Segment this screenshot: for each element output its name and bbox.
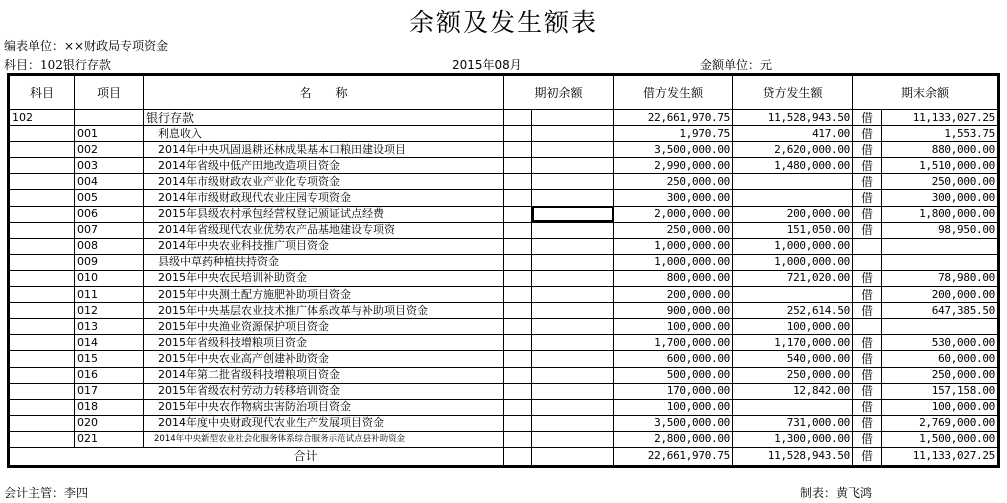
- cell-name[interactable]: 2015年中央基层农业技术推广体系改革与补助项目资金: [144, 303, 504, 319]
- cell-item[interactable]: 014: [75, 335, 144, 351]
- cell-opening[interactable]: [532, 206, 614, 222]
- cell-subject[interactable]: [9, 431, 75, 447]
- cell-item[interactable]: 017: [75, 383, 144, 399]
- cell-opening-dir[interactable]: [504, 319, 532, 335]
- header-debit: 借方发生额: [614, 75, 733, 110]
- cell-closing[interactable]: 880,000.00: [882, 142, 999, 158]
- cell-closing-dir[interactable]: [853, 319, 882, 335]
- cell-credit[interactable]: 1,300,000.00: [733, 431, 853, 447]
- cell-name[interactable]: 2014年市级财政现代农业庄园专项资金: [144, 190, 504, 206]
- supervisor-label: 会计主管：李四: [4, 486, 89, 500]
- cell-credit[interactable]: 731,000.00: [733, 415, 853, 431]
- total-debit[interactable]: 22,661,970.75: [614, 447, 733, 466]
- table-row: [9, 415, 999, 431]
- cell-closing[interactable]: 250,000.00: [882, 367, 999, 383]
- cell-subject[interactable]: [9, 206, 75, 222]
- cell-item[interactable]: 009: [75, 254, 144, 270]
- table-row: [9, 254, 999, 270]
- cell-opening[interactable]: [532, 303, 614, 319]
- cell-subject[interactable]: [9, 303, 75, 319]
- cell-closing-dir[interactable]: 借: [853, 142, 882, 158]
- cell-debit[interactable]: 1,970.75: [614, 126, 733, 142]
- cell-closing[interactable]: 78,980.00: [882, 270, 999, 286]
- unit-label: 编表单位：××财政局专项资金: [4, 39, 169, 53]
- cell-opening-dir[interactable]: [504, 367, 532, 383]
- cell-opening[interactable]: [532, 287, 614, 303]
- cell-closing-dir[interactable]: 借: [853, 335, 882, 351]
- cell-item[interactable]: 013: [75, 319, 144, 335]
- balance-table: [7, 73, 1000, 468]
- cell-subject[interactable]: [9, 174, 75, 190]
- cell-opening-dir[interactable]: [504, 399, 532, 415]
- header-opening: 期初余额: [504, 75, 614, 110]
- cell-debit[interactable]: 1,700,000.00: [614, 335, 733, 351]
- cell-opening[interactable]: [532, 367, 614, 383]
- cell-subject[interactable]: [9, 222, 75, 238]
- cell-closing[interactable]: 11,133,027.25: [882, 110, 999, 126]
- cell-name[interactable]: 2015年省级农村劳动力转移培训资金: [144, 383, 504, 399]
- table-row: [9, 367, 999, 383]
- cell-name[interactable]: 2014年市级财政农业产业化专项资金: [144, 174, 504, 190]
- table-row: [9, 303, 999, 319]
- cell-subject[interactable]: [9, 383, 75, 399]
- cell-opening-dir[interactable]: [504, 383, 532, 399]
- cell-credit[interactable]: 1,000,000.00: [733, 254, 853, 270]
- cell-opening[interactable]: [532, 174, 614, 190]
- cell-opening[interactable]: [532, 270, 614, 286]
- total-label: 合计: [9, 447, 504, 466]
- cell-item[interactable]: 020: [75, 415, 144, 431]
- cell-item[interactable]: 005: [75, 190, 144, 206]
- cell-closing[interactable]: 200,000.00: [882, 287, 999, 303]
- cell-debit[interactable]: 600,000.00: [614, 351, 733, 367]
- cell-debit[interactable]: 300,000.00: [614, 190, 733, 206]
- cell-closing-dir[interactable]: 借: [853, 351, 882, 367]
- cell-debit[interactable]: 100,000.00: [614, 399, 733, 415]
- cell-closing-dir[interactable]: 借: [853, 190, 882, 206]
- cell-closing-dir[interactable]: 借: [853, 431, 882, 447]
- cell-subject[interactable]: [9, 126, 75, 142]
- cell-closing[interactable]: 1,553.75: [882, 126, 999, 142]
- cell-opening-dir[interactable]: [504, 351, 532, 367]
- header-subject: 科目: [9, 75, 75, 110]
- cell-closing[interactable]: [882, 238, 999, 254]
- header-closing: 期末余额: [853, 75, 999, 110]
- cell-opening[interactable]: [532, 335, 614, 351]
- cell-subject[interactable]: [9, 399, 75, 415]
- cell-name[interactable]: 2015年县级农村承包经营权登记颁证试点经费: [144, 206, 504, 222]
- cell-closing[interactable]: [882, 254, 999, 270]
- header-name: 名 称: [144, 75, 504, 110]
- cell-debit[interactable]: 800,000.00: [614, 270, 733, 286]
- table-row: [9, 206, 999, 222]
- cell-name[interactable]: 2014年省级中低产田地改造项目资金: [144, 158, 504, 174]
- cell-closing[interactable]: 1,800,000.00: [882, 206, 999, 222]
- cell-credit[interactable]: 200,000.00: [733, 206, 853, 222]
- cell-opening-dir[interactable]: [504, 110, 532, 126]
- cell-credit[interactable]: 12,842.00: [733, 383, 853, 399]
- cell-closing-dir[interactable]: 借: [853, 383, 882, 399]
- cell-item[interactable]: 021: [75, 431, 144, 447]
- cell-name[interactable]: 2015年中央渔业资源保护项目资金: [144, 319, 504, 335]
- cell-closing[interactable]: 1,500,000.00: [882, 431, 999, 447]
- cell-item[interactable]: 015: [75, 351, 144, 367]
- cell-name[interactable]: 2014年第二批省级科技增粮项目资金: [144, 367, 504, 383]
- cell-item[interactable]: [75, 110, 144, 126]
- total-row: [9, 447, 999, 466]
- cell-opening-dir[interactable]: [504, 415, 532, 431]
- cell-name[interactable]: 2014年中央农业科技推广项目资金: [144, 238, 504, 254]
- cell-opening[interactable]: [532, 254, 614, 270]
- cell-closing[interactable]: 98,950.00: [882, 222, 999, 238]
- cell-closing[interactable]: 530,000.00: [882, 335, 999, 351]
- cell-debit[interactable]: 2,800,000.00: [614, 431, 733, 447]
- cell-closing-dir[interactable]: 借: [853, 110, 882, 126]
- cell-name[interactable]: 2014年省级现代农业优势农产品基地建设专项资: [144, 222, 504, 238]
- cell-subject[interactable]: [9, 367, 75, 383]
- cell-closing[interactable]: 100,000.00: [882, 399, 999, 415]
- cell-opening-dir[interactable]: [504, 238, 532, 254]
- cell-opening[interactable]: [532, 447, 614, 466]
- cell-credit[interactable]: [733, 287, 853, 303]
- preparer-label: 制表：黄飞鸿: [800, 486, 873, 500]
- cell-closing-dir[interactable]: [853, 254, 882, 270]
- cell-subject[interactable]: [9, 190, 75, 206]
- cell-opening[interactable]: [532, 158, 614, 174]
- cell-item[interactable]: 016: [75, 367, 144, 383]
- cell-opening[interactable]: [532, 238, 614, 254]
- cell-subject[interactable]: [9, 351, 75, 367]
- table-row: [9, 142, 999, 158]
- cell-opening[interactable]: [532, 142, 614, 158]
- cell-name[interactable]: 2015年中央测土配方施肥补助项目资金: [144, 287, 504, 303]
- cell-opening[interactable]: [532, 222, 614, 238]
- cell-debit[interactable]: 1,000,000.00: [614, 254, 733, 270]
- cell-subject[interactable]: 102: [9, 110, 75, 126]
- table-row: [9, 270, 999, 286]
- cell-subject[interactable]: [9, 287, 75, 303]
- cell-opening-dir[interactable]: [504, 222, 532, 238]
- cell-opening-dir[interactable]: [504, 431, 532, 447]
- subject-label: 科目：102银行存款: [4, 58, 111, 72]
- cell-name[interactable]: 县级中草药种植扶持资金: [144, 254, 504, 270]
- table-row: [9, 158, 999, 174]
- cell-opening-dir[interactable]: [504, 142, 532, 158]
- cell-opening[interactable]: [532, 431, 614, 447]
- cell-debit[interactable]: 250,000.00: [614, 222, 733, 238]
- cell-item[interactable]: 003: [75, 158, 144, 174]
- cell-opening-dir[interactable]: [504, 335, 532, 351]
- cell-closing-dir[interactable]: 借: [853, 303, 882, 319]
- account-row: [9, 110, 999, 126]
- table-row: [9, 383, 999, 399]
- cell-opening[interactable]: [532, 351, 614, 367]
- cell-closing-dir[interactable]: 借: [853, 206, 882, 222]
- table-row: [9, 287, 999, 303]
- table-row: [9, 222, 999, 238]
- cell-opening-dir[interactable]: [504, 254, 532, 270]
- cell-debit[interactable]: 100,000.00: [614, 319, 733, 335]
- cell-closing[interactable]: 1,510,000.00: [882, 158, 999, 174]
- cell-name[interactable]: 2015年中央农作物病虫害防治项目资金: [144, 399, 504, 415]
- cell-closing[interactable]: 300,000.00: [882, 190, 999, 206]
- cell-debit[interactable]: 22,661,970.75: [614, 110, 733, 126]
- cell-item[interactable]: 002: [75, 142, 144, 158]
- total-closing[interactable]: 11,133,027.25: [882, 447, 999, 466]
- cell-opening[interactable]: [532, 319, 614, 335]
- cell-opening-dir[interactable]: [504, 190, 532, 206]
- cell-credit[interactable]: 151,050.00: [733, 222, 853, 238]
- cell-closing-dir[interactable]: 借: [853, 399, 882, 415]
- cell-opening-dir[interactable]: [504, 447, 532, 466]
- cell-item[interactable]: 011: [75, 287, 144, 303]
- cell-debit[interactable]: 500,000.00: [614, 367, 733, 383]
- cell-item[interactable]: 012: [75, 303, 144, 319]
- cell-opening-dir[interactable]: [504, 206, 532, 222]
- cell-name[interactable]: 2015年省级科技增粮项目资金: [144, 335, 504, 351]
- cell-name[interactable]: 2015年中央农业高产创建补助资金: [144, 351, 504, 367]
- cell-opening[interactable]: [532, 126, 614, 142]
- cell-credit[interactable]: 540,000.00: [733, 351, 853, 367]
- period-label: 2015年08月: [452, 58, 522, 72]
- cell-item[interactable]: 001: [75, 126, 144, 142]
- cell-opening[interactable]: [532, 415, 614, 431]
- cell-debit[interactable]: 3,500,000.00: [614, 415, 733, 431]
- cell-credit[interactable]: 417.00: [733, 126, 853, 142]
- cell-subject[interactable]: [9, 158, 75, 174]
- cell-subject[interactable]: [9, 335, 75, 351]
- cell-debit[interactable]: 3,500,000.00: [614, 142, 733, 158]
- cell-credit[interactable]: [733, 190, 853, 206]
- total-credit[interactable]: 11,528,943.50: [733, 447, 853, 466]
- table-row: [9, 174, 999, 190]
- cell-credit[interactable]: 252,614.50: [733, 303, 853, 319]
- cell-closing[interactable]: 2,769,000.00: [882, 415, 999, 431]
- cell-credit[interactable]: 11,528,943.50: [733, 110, 853, 126]
- cell-closing-dir[interactable]: 借: [853, 158, 882, 174]
- cell-closing-dir[interactable]: 借: [853, 174, 882, 190]
- cell-credit[interactable]: [733, 174, 853, 190]
- cell-item[interactable]: 006: [75, 206, 144, 222]
- table-row: [9, 351, 999, 367]
- cell-name[interactable]: 2014年中央新型农业社会化服务体系综合服务示范试点县补助资金: [144, 431, 504, 447]
- cell-closing[interactable]: 157,158.00: [882, 383, 999, 399]
- cell-item[interactable]: 007: [75, 222, 144, 238]
- cell-closing[interactable]: 60,000.00: [882, 351, 999, 367]
- cell-credit[interactable]: 1,000,000.00: [733, 238, 853, 254]
- cell-subject[interactable]: [9, 270, 75, 286]
- cell-debit[interactable]: 2,000,000.00: [614, 206, 733, 222]
- cell-closing-dir[interactable]: 借: [853, 270, 882, 286]
- cell-item[interactable]: 018: [75, 399, 144, 415]
- cell-subject[interactable]: [9, 319, 75, 335]
- cell-subject[interactable]: [9, 415, 75, 431]
- cell-credit[interactable]: 721,020.00: [733, 270, 853, 286]
- table-row: [9, 190, 999, 206]
- cell-item[interactable]: 008: [75, 238, 144, 254]
- cell-name[interactable]: 2014年中央巩固退耕还林成果基本口粮田建设项目: [144, 142, 504, 158]
- cell-opening-dir[interactable]: [504, 174, 532, 190]
- cell-opening[interactable]: [532, 190, 614, 206]
- cell-closing-dir[interactable]: [853, 238, 882, 254]
- cell-closing[interactable]: 250,000.00: [882, 174, 999, 190]
- cell-debit[interactable]: 170,000.00: [614, 383, 733, 399]
- header-row: [9, 75, 999, 110]
- cell-closing-dir[interactable]: 借: [853, 287, 882, 303]
- cell-closing-dir[interactable]: 借: [853, 415, 882, 431]
- currency-label: 金额单位：元: [700, 58, 773, 72]
- table-row: [9, 335, 999, 351]
- cell-debit[interactable]: 900,000.00: [614, 303, 733, 319]
- cell-item[interactable]: 010: [75, 270, 144, 286]
- cell-closing[interactable]: 647,385.50: [882, 303, 999, 319]
- cell-opening-dir[interactable]: [504, 158, 532, 174]
- cell-closing-dir[interactable]: 借: [853, 367, 882, 383]
- cell-opening-dir[interactable]: [504, 270, 532, 286]
- cell-name[interactable]: 利息收入: [144, 126, 504, 142]
- cell-name[interactable]: 2015年中央农民培训补助资金: [144, 270, 504, 286]
- cell-credit[interactable]: [733, 399, 853, 415]
- cell-credit[interactable]: 100,000.00: [733, 319, 853, 335]
- cell-closing[interactable]: [882, 319, 999, 335]
- cell-subject[interactable]: [9, 142, 75, 158]
- cell-debit[interactable]: 250,000.00: [614, 174, 733, 190]
- cell-item[interactable]: 004: [75, 174, 144, 190]
- cell-debit[interactable]: 200,000.00: [614, 287, 733, 303]
- cell-opening-dir[interactable]: [504, 287, 532, 303]
- cell-credit[interactable]: 250,000.00: [733, 367, 853, 383]
- cell-debit[interactable]: 1,000,000.00: [614, 238, 733, 254]
- cell-opening[interactable]: [532, 399, 614, 415]
- report-title: 余额及发生额表: [408, 8, 598, 37]
- cell-opening[interactable]: [532, 110, 614, 126]
- table-row: [9, 126, 999, 142]
- cell-credit[interactable]: 2,620,000.00: [733, 142, 853, 158]
- table-row: [9, 319, 999, 335]
- cell-closing-dir[interactable]: 借: [853, 126, 882, 142]
- cell-debit[interactable]: 2,990,000.00: [614, 158, 733, 174]
- header-item: 项目: [75, 75, 144, 110]
- cell-opening-dir[interactable]: [504, 126, 532, 142]
- cell-name[interactable]: 银行存款: [144, 110, 504, 126]
- total-dir[interactable]: 借: [853, 447, 882, 466]
- cell-opening-dir[interactable]: [504, 303, 532, 319]
- cell-name[interactable]: 2014年度中央财政现代农业生产发展项目资金: [144, 415, 504, 431]
- cell-closing-dir[interactable]: 借: [853, 222, 882, 238]
- cell-opening[interactable]: [532, 383, 614, 399]
- header-credit: 贷方发生额: [733, 75, 853, 110]
- cell-subject[interactable]: [9, 238, 75, 254]
- cell-credit[interactable]: 1,170,000.00: [733, 335, 853, 351]
- cell-credit[interactable]: 1,480,000.00: [733, 158, 853, 174]
- table-row: [9, 399, 999, 415]
- table-row: [9, 238, 999, 254]
- cell-subject[interactable]: [9, 254, 75, 270]
- table-row: [9, 431, 999, 447]
